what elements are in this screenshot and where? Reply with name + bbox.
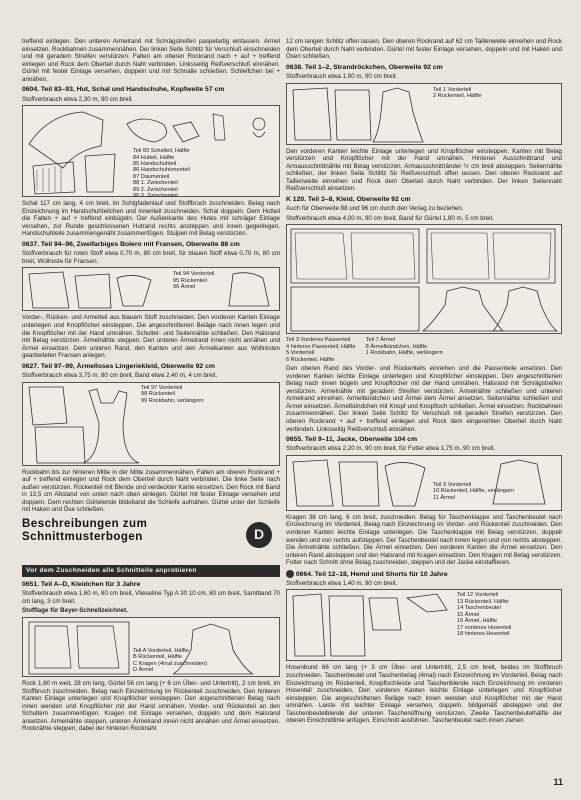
pattern-sketch-0637 [23,268,279,312]
legend-0627 [141,385,277,404]
legend-0604 [133,148,190,199]
pattern-sketch-0655 [287,456,561,512]
banner [22,518,280,562]
right-intro-text: 12 cm langen Schlitz offen lassen. Den oberen Rockrand auf 62 cm Taillenweite einreihen und Rock dem Oberteil durch Naht verbinden. Gürtel mit fester Einlage versehen, doppeln und mit Haken und Ösen schließen. [286,38,562,61]
fabric-0627: Stoffverbrauch etwa 3,75 m, 80 cm breit, Band etwa 2,40 m, 4 cm breit. [22,372,218,380]
fabric-0604: Stoffverbrauch etwa 2,30 m, 90 cm breit. [22,95,134,103]
fabric-0655: Stoffverbrauch etwa 2,20 m, 90 cm breit, für Futter etwa 1,75 m, 90 cm breit. [286,445,496,453]
legend-k120-item: 4 hinteres Passenteil, Hälfte [286,343,356,350]
legend-0627-item: Teil 97 Vorderteil [141,384,183,391]
legend-0638-item: 2 Rückenteil, Hälfte [433,92,482,99]
legend-0604-item: Teil 83 Schalteil, Hälfte [133,148,190,155]
left-intro-text: treffend einlegen. Den unteren Armelrand mit Schrägstreifen paspelartig einfassen. Ärmel einsetzen. Rockbahnen zusammennähen. Der linken Seite Schlitz für Verschluß einschneiden und mit geradem Streifen verstürzen. Falten am oberen Rockrand nach + auf + treffend einlegen und Rock dem Oberteil durch Naht verbinden. Linksseitig Reißverschluß einnähen. Gürtel mit fester Einlage versehen, doppeln und mit Schnalle schließen. Schleifchen bei + annähen. [22,38,280,83]
legend-0664-item: 14 Taschenbeutel [457,605,501,612]
legend-0604-item: 86 Handschuhinnenteil [133,167,190,174]
heading-k120: K 120. Teil 3–8, Kleid, Oberweite 92 cm [286,195,411,203]
fabric-0638: Stoffverbrauch etwa 1,90 m, 90 cm breit. [286,72,398,80]
legend-0604-item: 85 Handschuhteil [133,161,177,168]
legend-0655-item: 11 Ärmel [433,494,455,501]
sheet-letter-badge: D [246,522,272,548]
legend-0651-item: D Ärmel [133,667,154,674]
body-0638: Den vorderen Kanten leichte Einlage unterlegen und Knopflöcher einsteppen. Kanten mit Belag verstürzen und Knopflöcher mit der Hand umnähen. Hinteren Ausschnittrand und Armausschnittnähte mit Belag verstürzen. Armausschnittränder ½ cm breit absteppen. Seitennähte schließen, der linken Seite Schlitz für Reißverschluß offen lassen. Den oberen Rockrand auf Taillenweite einreihen und Rock dem Oberteil durch Naht verbinden. Der linken Seitennaht Reißverschluß einsetzen. [286,147,562,193]
legend-0651-item: B Rückenteil, Hälfte [133,654,183,661]
left-column [22,38,280,778]
body-0604: Schal 117 cm lang, 4 cm breit, im Schlgfadenlauf und Stoffbruch zuschneiden. Belag nach Einzeichnung im Handschuhteilchen und innenteil zuschneiden. Schal doppeln. Dem Hutteil die Falten + auf + treffend einbügeln. Der Außenkante des Hutes mit schräger Einlage versehen, zur Runde geschlossenen Hutrand rechts ansteppen und innen gegenlegen. Handschuhteile zusammengenäht zusammenfügen. Stulpen mit Belag verstürzen. [22,200,280,238]
instruction-bar: Vor dem Zuschneiden alle Schnitteile anprobieren [22,565,280,577]
banner-title-line2: Schnittmusterbogen [22,530,143,543]
legend-0664-item: 16 Ärmel, Hälfte [457,618,498,625]
layout-label-0651: Stofflage für Beyer-Schnellzeichnet. [22,607,128,615]
heading-0655: 0655. Teil 9–11, Jacke, Oberweite 104 cm [286,436,417,444]
legend-0604-item: 90 3. Zwischenteil [133,193,178,200]
legend-0655-item: 10 Rückenteil, Hälfte, verlängern [433,488,515,495]
legend-0637-item: 95 Rückenteil [173,277,207,284]
legend-0655-item: Teil 9 Vorderteil [433,481,472,488]
heading-0604: 0604. Teil 83–93, Hut, Schal und Handschuhe, Kopfweite 57 cm [22,86,225,94]
heading-0651: 0651. Teil A–D, Kleidchen für 3 Jahre [22,581,141,589]
legend-0651-item: Teil A Vorderteil, Hälfte [133,648,189,655]
figure-0627 [22,382,280,466]
heading-0638: 0638. Teil 1–2, Strandröckchen, Oberweite 92 cm [286,63,443,71]
legend-0637 [173,271,214,290]
line-marker-icon [286,570,294,578]
legend-0664-item: 17 vorderes Hosenteil [457,624,512,631]
pattern-sketch-0664 [287,590,561,662]
figure-0637 [22,267,280,311]
legend-0664 [457,592,511,637]
heading-0664-text: 0664. Teil 12–18, Hemd und Shorts für 10 Jahre [295,570,448,578]
legend-k120-item: 8 Ärmelbündchen, Hälfte [365,343,428,350]
legend-k120-item: 6 Rückenteil, Hälfte [286,356,335,363]
fabric-0651: Stoffverbrauch etwa 1,60 m, 80 cm breit, Vlieseline Typ A 30 10 cm, 80 cm breit, Samtband 70 cm lang, 3 cm breit. [22,590,280,605]
legend-k120-a [286,337,356,363]
legend-0655 [433,482,514,501]
edition-note-k120: Auch für Oberweite 88 und 96 cm durch den Verlag zu beziehen. [286,205,464,213]
body-0637: Vorder-, Rücken- und Armelteil aus blauem Stoff zuschneiden. Den vorderen Kanten Einlage unterlegen und Knopflöcher einsteppen. Die angeschnittenen Beläge nach innen legen und die Knopflöcher mit der Hand umnähen. Schulter- und Seitennähte schließen. Den Halsrand mit Belag verstürzen. Ärmelnähte steppen. Den unteren Ärmelrand innen nicht annähen und Ärmel einsetzen. Dem unteren Rand, den Kanten und den Ärmelkanten aus Wollresten gearbeiteten Fransen anlegen. [22,314,280,360]
body-0664: Hosenbund 66 cm lang (+ 3 cm Über- und Untertritt), 2,5 cm breit, beides im Stoffbruch zuschneiden. Taschenbeutel und Taschenbelag (4mal) nach Einzeichnung im Vorderteil, Belag nach Einzeichnung im Rückenteil, Knopflochleiste und Taschenblende nach Einzeichnung im vorderen Hosenteil zuschneiden. Den vorderen Kanten leichte Einlage unterlegen und Knopflöcher einsteppen. Die angeschnittenen Beläge nach innen wenden und Knopflöcher mit der Hand umnähen. Leiste mit leichter Einlage versehen, doppeln, bildgemäß absteppen und der Taschenbeutelblende der unteren Taschenöffnung verstürzen. Zweite Taschenbeutelhälfte der oberen Einschnittlinie anfügen. Einschnitt ausführen. Taschenbeutel nach innen ziehen [286,664,562,725]
legend-0637-item: Teil 94 Vorderteil [173,271,215,278]
legend-0651 [133,648,207,674]
figure-k120 [286,224,562,334]
figure-0655 [286,455,562,511]
body-0627: Rockbahn bis zur hinteren Mitte in der Mitte zusammennähen. Falten am oberen Rockrand + auf + treffend einlegen und Rock dem Oberteil durch Naht verbinden. Die linke Seite nach außen verstürzen. Rückenteil mit Blende und verdeckter Kante einsetzen. Den Rock mit Band in 13,5 cm Abstand von unten nach oben einlegen. Gürtel mit fester Einlage versehen und doppeln. Dem rechten Gürtelende bildeband die Schleife aufnähen. Gürtel unter der Schleife mit Haken und Öse schließen. [22,468,280,514]
figure-0604 [22,105,280,200]
legend-k120-b [366,337,443,363]
pattern-sketch-k120 [287,225,561,335]
legend-k120-item: 5 Vorderteil [286,350,315,357]
legend-0664-item: 15 Ärmel [457,611,480,618]
heading-0637: 0637. Teil 94–96, Zweifarbiges Bolero mit Fransen, Oberweite 88 cm [22,241,240,249]
legend-0627-item: 99 Rockbahn, verlängern [141,397,204,404]
legend-0637-item: 96 Ärmel [173,284,196,291]
legend-0604-item: 88 1. Zwischenteil [133,180,178,187]
figure-0664 [286,589,562,661]
page-number: 11 [553,777,563,788]
legend-0664-item: Teil 12 Vorderteil [457,592,499,599]
body-0655: Kragen 38 cm lang, 6 cm breit, zuschneiden. Belag für Taschenklappe und Taschenbeutel nach Einzeichnung im Vorderteil, Belag nach Einzeichnung im Vorder- und Rückenteil zuschneiden. Den vorderen Kanten leichte Einlage unterlegen. Die Taschenklappe mit Belag verstürzen, doppelt wenden und von rechts aufsteppen. Der Taschenbeutel nach innen legen und von rechts absteppen. Die Ärmelnähte schließen. Die Ärmel einsetzen. Den vorderen Kanten die Ärmel einsetzen. Den unteren Rand absteppen und den Halsrand mit Kragen einsetzen. Den Kragen mit Belag verstürzen. Futter nach Schnitt ohne Belag zuschneiden, steppen und der Jacke einstaffieren. [286,513,562,567]
fabric-0637: Stoffverbrauch für roten Stoff etwa 0,70 m, 80 cm breit, für blauen Stoff etwa 0,70 m, 80 cm breit, Wollreste für Fransen. [22,250,280,265]
heading-0664 [286,570,562,579]
legend-0651-item: C Kragen (4mal zuschneiden) [133,660,207,667]
fabric-k120: Stoffverbrauch etwa 4,00 m, 90 cm breit, Band für Gürtel 1,80 m, 5 cm breit. [286,214,494,222]
legend-k120-item: Teil 3 Vorderes Passenteil [286,337,351,344]
fabric-0664: Stoffverbrauch etwa 1,40 m, 90 cm breit. [286,579,398,587]
legend-0604-item: 89 2. Zwischenteil [133,186,178,193]
banner-title-line1: Beschreibungen zum [22,518,148,531]
legend-k120-item: 1 Rockbahn, Hälfte, verlängern [365,350,443,357]
legend-0627-item: 98 Rückenteil [141,391,175,398]
legend-0664-item: 18 hinteres Hosenteil [457,631,510,638]
figure-0638 [286,83,562,145]
legend-0604-item: 84 Hutteil, Hälfte [133,154,175,161]
body-k120: Den oberen Rand des Vorder- und Rückenteils einreihen und die Passenteile ansetzen. Den vorderen Kanten leichte Einlage unterlegen und Knopflöcher einsteppen. Den angeschnittenen Belag nach innen bügeln und Knopflöcher mit der Hand umnähen. Halsrand mit Schrägstreifen verstürzen. Armelnähte mit geradem Streifen verstürzen. Ärmelnähte schließen und unteren Armelrand einreihen. Armelbündchen und Ärmel dem Ärmel ansetzen. Seitennähte schließen und Ärmel einsetzen. Ärmelbündchen mit Knopf und Knopfloch schließen. Ärmel einsetzen. Rockbahnen zusammennähen. Der linken Seite Schlitz für Verschluß mit geraden Streifen verstürzen. Den oberen Rockrand + auf + treffend einlegen und Rock dem eingereihten Oberteil durch Naht verbinden. Linksseitig Reißverschluß einnähen. [286,365,562,433]
legend-0664-item: 13 Rückenteil, Hälfte [457,598,509,605]
body-0651: Rock 1,60 m weit, 28 cm lang, Gürtel 56 cm lang (+ 6 cm Über- und Untertritt), 2 cm breit, im Stoffbruch zuschneiden. Belag nach Einzeichnung im Rückenteil zuschneiden. Den hinteren Kanten Einlage unterlegen und Knopflöcher einsteppen. Den angeschnittenen Belag nach innen wenden und Knopflöcher mit der Hand umnähen. Vorder- und Rückenteil an den Schultern zusammenfügen. Kragen mit Einlage versehen, doppeln und dem Halsrand ansetzen. Armelnähte steppen, unteren Ärmelrand innen nicht annähen und Ärmel einsetzen. Rocknähte steppen, dabei der hinteren Rocknaht [22,680,280,733]
right-column [286,38,562,778]
heading-0627: 0627. Teil 97–99, Ärmelloses Lingeriekleid, Oberweite 92 cm [22,362,215,370]
legend-k120 [286,337,562,363]
legend-0638 [433,87,559,100]
legend-0604-item: 87 Daumenteil [133,173,170,180]
legend-k120-item: Teil 7 Ärmel [365,337,395,344]
figure-0651 [22,617,280,677]
legend-0638-item: Teil 1 Vorderteil [433,86,472,93]
